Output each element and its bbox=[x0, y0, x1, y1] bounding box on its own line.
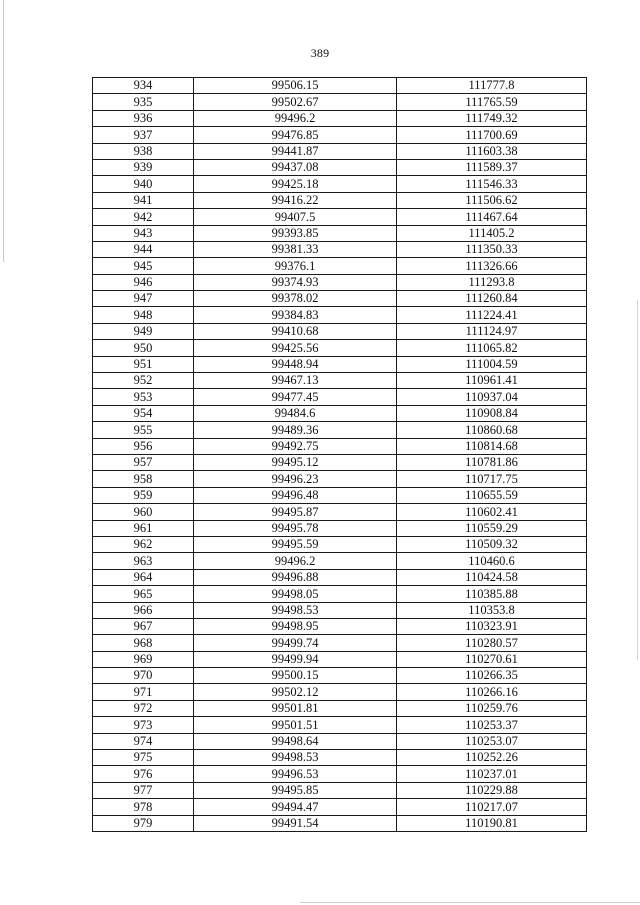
y-coordinate-cell: 111506.62 bbox=[397, 192, 587, 208]
x-coordinate-cell: 99381.33 bbox=[194, 241, 397, 257]
x-coordinate-cell: 99495.59 bbox=[194, 536, 397, 552]
x-coordinate-cell: 99496.23 bbox=[194, 471, 397, 487]
x-coordinate-cell: 99499.74 bbox=[194, 635, 397, 651]
x-coordinate-cell: 99491.54 bbox=[194, 815, 397, 831]
y-coordinate-cell: 110781.86 bbox=[397, 454, 587, 470]
x-coordinate-cell: 99500.15 bbox=[194, 668, 397, 684]
y-coordinate-cell: 111749.32 bbox=[397, 110, 587, 126]
table-row bbox=[93, 241, 587, 257]
point-number-cell: 974 bbox=[93, 733, 194, 749]
point-number-cell: 962 bbox=[93, 536, 194, 552]
table-row bbox=[93, 405, 587, 421]
point-number-cell: 961 bbox=[93, 520, 194, 536]
table-row bbox=[93, 143, 587, 159]
x-coordinate-cell: 99448.94 bbox=[194, 356, 397, 372]
point-number-cell: 951 bbox=[93, 356, 194, 372]
table-row bbox=[93, 733, 587, 749]
y-coordinate-cell: 110717.75 bbox=[397, 471, 587, 487]
x-coordinate-cell: 99496.48 bbox=[194, 487, 397, 503]
point-number-cell: 950 bbox=[93, 340, 194, 356]
point-number-cell: 976 bbox=[93, 766, 194, 782]
x-coordinate-cell: 99498.95 bbox=[194, 618, 397, 634]
point-number-cell: 972 bbox=[93, 700, 194, 716]
point-number-cell: 979 bbox=[93, 815, 194, 831]
point-number-cell: 963 bbox=[93, 553, 194, 569]
table-row bbox=[93, 520, 587, 536]
point-number-cell: 935 bbox=[93, 94, 194, 110]
table-row bbox=[93, 700, 587, 716]
y-coordinate-cell: 110353.8 bbox=[397, 602, 587, 618]
y-coordinate-cell: 111589.37 bbox=[397, 159, 587, 175]
table-row bbox=[93, 307, 587, 323]
x-coordinate-cell: 99496.2 bbox=[194, 553, 397, 569]
point-number-cell: 967 bbox=[93, 618, 194, 634]
y-coordinate-cell: 111603.38 bbox=[397, 143, 587, 159]
y-coordinate-cell: 110937.04 bbox=[397, 389, 587, 405]
y-coordinate-cell: 110424.58 bbox=[397, 569, 587, 585]
y-coordinate-cell: 110814.68 bbox=[397, 438, 587, 454]
table-row bbox=[93, 258, 587, 274]
point-number-cell: 973 bbox=[93, 717, 194, 733]
y-coordinate-cell: 110229.88 bbox=[397, 782, 587, 798]
table-row bbox=[93, 553, 587, 569]
point-number-cell: 969 bbox=[93, 651, 194, 667]
point-number-cell: 946 bbox=[93, 274, 194, 290]
point-number-cell: 966 bbox=[93, 602, 194, 618]
x-coordinate-cell: 99425.56 bbox=[194, 340, 397, 356]
table-row bbox=[93, 635, 587, 651]
point-number-cell: 956 bbox=[93, 438, 194, 454]
x-coordinate-cell: 99502.12 bbox=[194, 684, 397, 700]
x-coordinate-cell: 99489.36 bbox=[194, 422, 397, 438]
table-row bbox=[93, 323, 587, 339]
point-number-cell: 943 bbox=[93, 225, 194, 241]
y-coordinate-cell: 110323.91 bbox=[397, 618, 587, 634]
table-row bbox=[93, 159, 587, 175]
table-row bbox=[93, 487, 587, 503]
y-coordinate-cell: 110280.57 bbox=[397, 635, 587, 651]
table-row bbox=[93, 651, 587, 667]
table-row bbox=[93, 586, 587, 602]
point-number-cell: 957 bbox=[93, 454, 194, 470]
page-number: 389 bbox=[310, 46, 330, 60]
table-row bbox=[93, 799, 587, 815]
y-coordinate-cell: 111124.97 bbox=[397, 323, 587, 339]
x-coordinate-cell: 99476.85 bbox=[194, 127, 397, 143]
y-coordinate-cell: 111700.69 bbox=[397, 127, 587, 143]
y-coordinate-cell: 110385.88 bbox=[397, 586, 587, 602]
table-row bbox=[93, 717, 587, 733]
point-number-cell: 978 bbox=[93, 799, 194, 815]
y-coordinate-cell: 111260.84 bbox=[397, 291, 587, 307]
x-coordinate-cell: 99437.08 bbox=[194, 159, 397, 175]
table-row bbox=[93, 569, 587, 585]
y-coordinate-cell: 110602.41 bbox=[397, 504, 587, 520]
point-number-cell: 940 bbox=[93, 176, 194, 192]
x-coordinate-cell: 99506.15 bbox=[194, 78, 397, 94]
y-coordinate-cell: 111293.8 bbox=[397, 274, 587, 290]
x-coordinate-cell: 99498.64 bbox=[194, 733, 397, 749]
table-row bbox=[93, 127, 587, 143]
table-row bbox=[93, 602, 587, 618]
table-row bbox=[93, 274, 587, 290]
scan-edge-bottom bbox=[300, 902, 640, 903]
x-coordinate-cell: 99499.94 bbox=[194, 651, 397, 667]
x-coordinate-cell: 99501.81 bbox=[194, 700, 397, 716]
y-coordinate-cell: 111004.59 bbox=[397, 356, 587, 372]
y-coordinate-cell: 110908.84 bbox=[397, 405, 587, 421]
x-coordinate-cell: 99495.78 bbox=[194, 520, 397, 536]
point-number-cell: 965 bbox=[93, 586, 194, 602]
point-number-cell: 934 bbox=[93, 78, 194, 94]
x-coordinate-cell: 99492.75 bbox=[194, 438, 397, 454]
table-row bbox=[93, 684, 587, 700]
table-row bbox=[93, 536, 587, 552]
y-coordinate-cell: 110252.26 bbox=[397, 750, 587, 766]
point-number-cell: 953 bbox=[93, 389, 194, 405]
y-coordinate-cell: 110509.32 bbox=[397, 536, 587, 552]
table-row bbox=[93, 782, 587, 798]
table-row bbox=[93, 110, 587, 126]
x-coordinate-cell: 99410.68 bbox=[194, 323, 397, 339]
x-coordinate-cell: 99496.2 bbox=[194, 110, 397, 126]
y-coordinate-cell: 110655.59 bbox=[397, 487, 587, 503]
y-coordinate-cell: 110266.16 bbox=[397, 684, 587, 700]
table-row bbox=[93, 340, 587, 356]
x-coordinate-cell: 99498.53 bbox=[194, 750, 397, 766]
coordinates-table-body bbox=[93, 78, 587, 832]
point-number-cell: 945 bbox=[93, 258, 194, 274]
y-coordinate-cell: 110217.07 bbox=[397, 799, 587, 815]
point-number-cell: 954 bbox=[93, 405, 194, 421]
y-coordinate-cell: 111224.41 bbox=[397, 307, 587, 323]
table-row bbox=[93, 454, 587, 470]
point-number-cell: 959 bbox=[93, 487, 194, 503]
table-row bbox=[93, 815, 587, 831]
table-row bbox=[93, 766, 587, 782]
x-coordinate-cell: 99477.45 bbox=[194, 389, 397, 405]
coordinates-table bbox=[92, 77, 587, 832]
table-row bbox=[93, 176, 587, 192]
point-number-cell: 944 bbox=[93, 241, 194, 257]
table-row bbox=[93, 471, 587, 487]
y-coordinate-cell: 110266.35 bbox=[397, 668, 587, 684]
x-coordinate-cell: 99502.67 bbox=[194, 94, 397, 110]
point-number-cell: 938 bbox=[93, 143, 194, 159]
y-coordinate-cell: 110253.37 bbox=[397, 717, 587, 733]
y-coordinate-cell: 110860.68 bbox=[397, 422, 587, 438]
y-coordinate-cell: 110237.01 bbox=[397, 766, 587, 782]
x-coordinate-cell: 99467.13 bbox=[194, 373, 397, 389]
point-number-cell: 970 bbox=[93, 668, 194, 684]
table-row bbox=[93, 78, 587, 94]
x-coordinate-cell: 99378.02 bbox=[194, 291, 397, 307]
scan-edge-left bbox=[3, 0, 4, 262]
table-row bbox=[93, 291, 587, 307]
table-row bbox=[93, 356, 587, 372]
point-number-cell: 964 bbox=[93, 569, 194, 585]
x-coordinate-cell: 99495.12 bbox=[194, 454, 397, 470]
point-number-cell: 936 bbox=[93, 110, 194, 126]
y-coordinate-cell: 110460.6 bbox=[397, 553, 587, 569]
y-coordinate-cell: 111777.8 bbox=[397, 78, 587, 94]
point-number-cell: 960 bbox=[93, 504, 194, 520]
point-number-cell: 975 bbox=[93, 750, 194, 766]
x-coordinate-cell: 99496.88 bbox=[194, 569, 397, 585]
y-coordinate-cell: 110270.61 bbox=[397, 651, 587, 667]
table-row bbox=[93, 192, 587, 208]
x-coordinate-cell: 99425.18 bbox=[194, 176, 397, 192]
y-coordinate-cell: 111765.59 bbox=[397, 94, 587, 110]
table-row bbox=[93, 209, 587, 225]
y-coordinate-cell: 111350.33 bbox=[397, 241, 587, 257]
point-number-cell: 948 bbox=[93, 307, 194, 323]
point-number-cell: 949 bbox=[93, 323, 194, 339]
table-row bbox=[93, 438, 587, 454]
table-row bbox=[93, 422, 587, 438]
x-coordinate-cell: 99376.1 bbox=[194, 258, 397, 274]
table-row bbox=[93, 373, 587, 389]
x-coordinate-cell: 99498.05 bbox=[194, 586, 397, 602]
table-row bbox=[93, 225, 587, 241]
table-row bbox=[93, 504, 587, 520]
table-row bbox=[93, 668, 587, 684]
point-number-cell: 971 bbox=[93, 684, 194, 700]
y-coordinate-cell: 111467.64 bbox=[397, 209, 587, 225]
x-coordinate-cell: 99501.51 bbox=[194, 717, 397, 733]
x-coordinate-cell: 99496.53 bbox=[194, 766, 397, 782]
table-row bbox=[93, 750, 587, 766]
point-number-cell: 939 bbox=[93, 159, 194, 175]
point-number-cell: 968 bbox=[93, 635, 194, 651]
x-coordinate-cell: 99374.93 bbox=[194, 274, 397, 290]
point-number-cell: 955 bbox=[93, 422, 194, 438]
y-coordinate-cell: 110190.81 bbox=[397, 815, 587, 831]
y-coordinate-cell: 111326.66 bbox=[397, 258, 587, 274]
point-number-cell: 947 bbox=[93, 291, 194, 307]
point-number-cell: 942 bbox=[93, 209, 194, 225]
scan-edge-right bbox=[637, 300, 638, 660]
y-coordinate-cell: 110559.29 bbox=[397, 520, 587, 536]
y-coordinate-cell: 110253.07 bbox=[397, 733, 587, 749]
x-coordinate-cell: 99495.85 bbox=[194, 782, 397, 798]
table-row bbox=[93, 94, 587, 110]
x-coordinate-cell: 99393.85 bbox=[194, 225, 397, 241]
y-coordinate-cell: 111405.2 bbox=[397, 225, 587, 241]
x-coordinate-cell: 99416.22 bbox=[194, 192, 397, 208]
table-row bbox=[93, 389, 587, 405]
x-coordinate-cell: 99495.87 bbox=[194, 504, 397, 520]
point-number-cell: 977 bbox=[93, 782, 194, 798]
point-number-cell: 937 bbox=[93, 127, 194, 143]
point-number-cell: 958 bbox=[93, 471, 194, 487]
x-coordinate-cell: 99384.83 bbox=[194, 307, 397, 323]
x-coordinate-cell: 99441.87 bbox=[194, 143, 397, 159]
x-coordinate-cell: 99484.6 bbox=[194, 405, 397, 421]
x-coordinate-cell: 99407.5 bbox=[194, 209, 397, 225]
y-coordinate-cell: 111065.82 bbox=[397, 340, 587, 356]
y-coordinate-cell: 110961.41 bbox=[397, 373, 587, 389]
y-coordinate-cell: 111546.33 bbox=[397, 176, 587, 192]
point-number-cell: 952 bbox=[93, 373, 194, 389]
x-coordinate-cell: 99494.47 bbox=[194, 799, 397, 815]
table-row bbox=[93, 618, 587, 634]
y-coordinate-cell: 110259.76 bbox=[397, 700, 587, 716]
x-coordinate-cell: 99498.53 bbox=[194, 602, 397, 618]
point-number-cell: 941 bbox=[93, 192, 194, 208]
